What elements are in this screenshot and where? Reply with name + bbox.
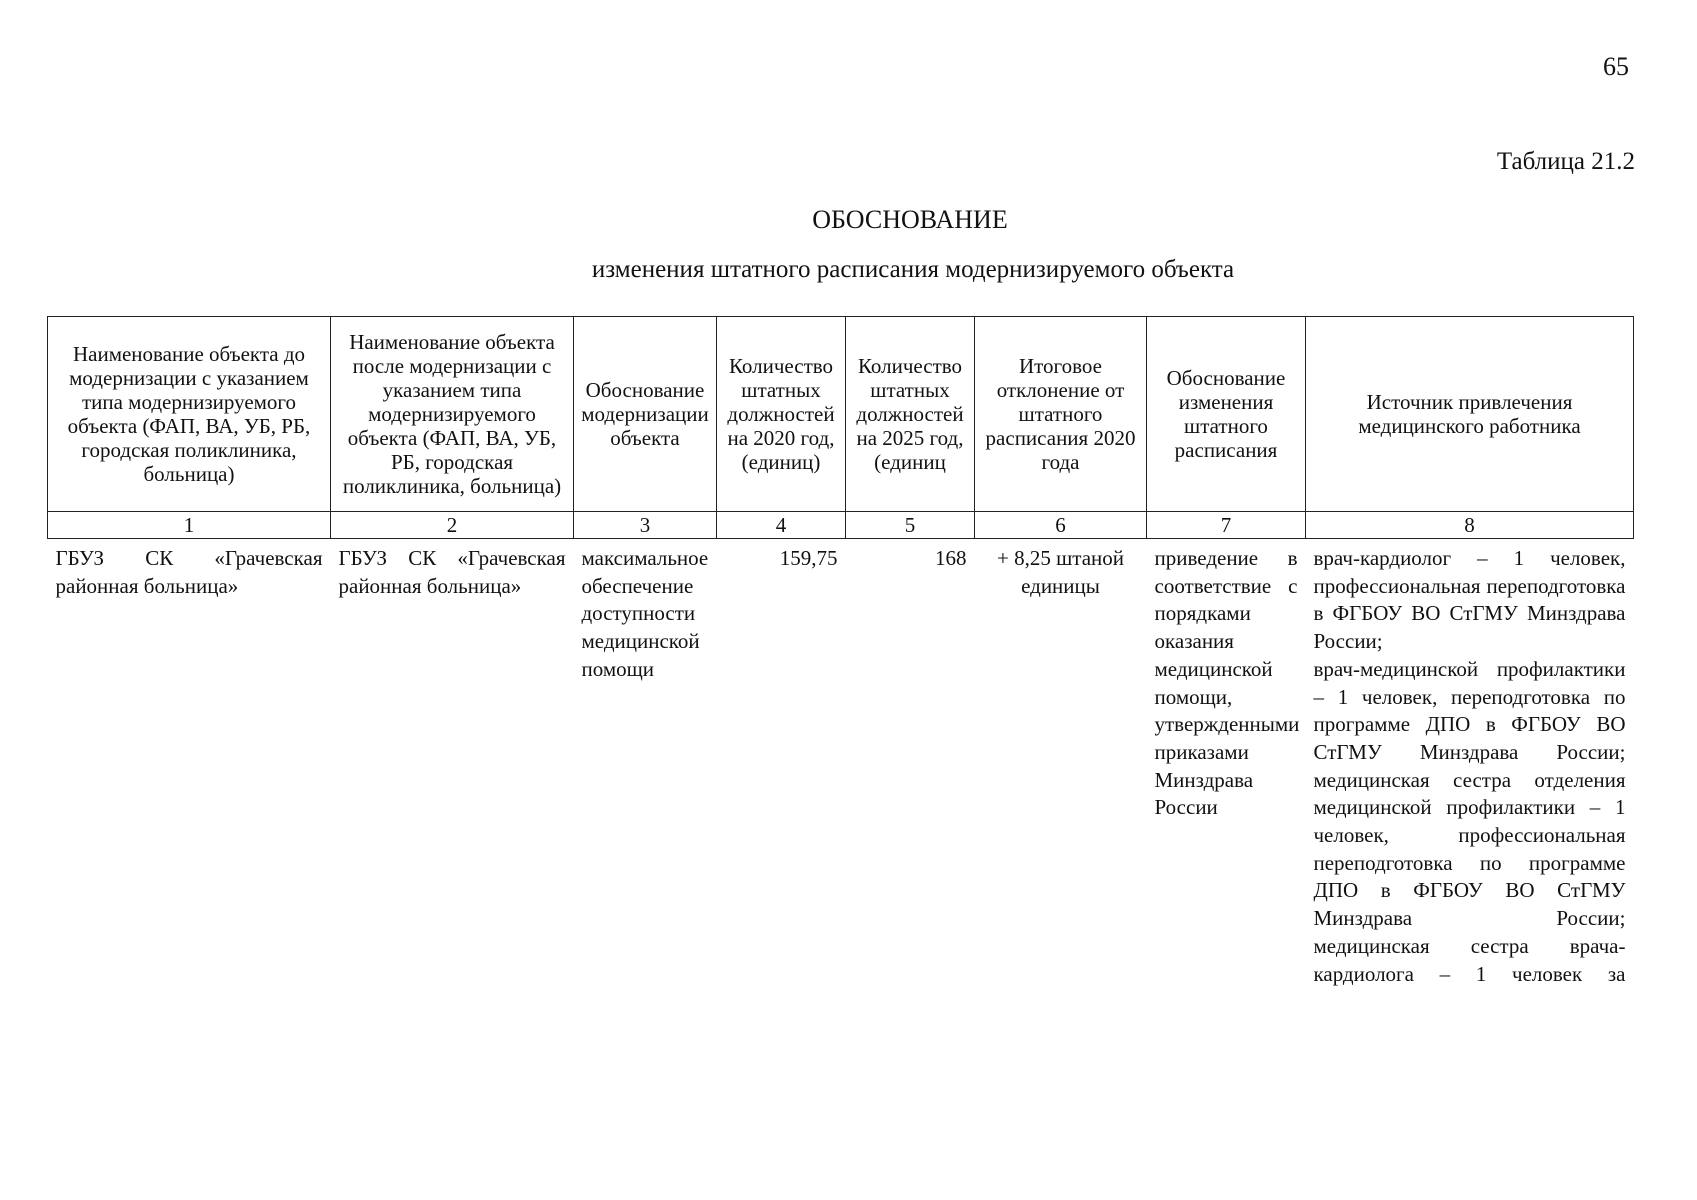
column-number-5: 5 xyxy=(846,512,975,539)
source-entry: врач-медицинской профилактики – 1 человек, переподготовка по программе ДПО в ФГБОУ ВО СтГМУ Минздрава России; xyxy=(1313,656,1626,764)
source-entry: врач-кардиолог – 1 человек, профессиональная переподготовка в ФГБОУ ВО СтГМУ Минздрава России; xyxy=(1313,546,1626,654)
cell-deviation: + 8,25 штаной единицы xyxy=(997,546,1124,598)
column-header-4: Количество штатных должностей на 2020 год, (единиц) xyxy=(717,317,846,512)
column-number-6: 6 xyxy=(975,512,1147,539)
column-header-7: Обоснование изменения штатного расписания xyxy=(1147,317,1306,512)
source-entry: медицинская сестра врача-кардиолога – 1 человек за xyxy=(1313,933,1626,986)
column-number-2: 2 xyxy=(331,512,574,539)
column-number-3: 3 xyxy=(574,512,717,539)
column-number-1: 1 xyxy=(48,512,331,539)
column-header-3: Обоснование модернизации объекта xyxy=(574,317,717,512)
column-header-6: Итоговое отклонение от штатного расписания 2020 года xyxy=(975,317,1147,512)
cell-staff-2025: 168 xyxy=(935,546,967,570)
column-header-5: Количество штатных должностей на 2025 год, (единиц xyxy=(846,317,975,512)
column-number-7: 7 xyxy=(1147,512,1306,539)
document-subtitle: изменения штатного расписания модернизируемого объекта xyxy=(591,256,1235,283)
cell-staff-change-reason: приведение в соответствие с порядками оказания медицинской помощи, утвержденными приказами Минздрава России xyxy=(1154,546,1300,820)
table-label: Таблица 21.2 xyxy=(1496,148,1635,175)
column-header-1: Наименование объекта до модернизации с указанием типа модернизируемого объекта (ФАП, ВА, УБ, РБ, городская поликлиника, больница) xyxy=(48,317,331,512)
source-entry: медицинская сестра отделения медицинской профилактики – 1 человек, профессиональная переподготовка по программе ДПО в ФГБОУ ВО СтГМУ Минздрава России; xyxy=(1313,767,1626,931)
cell-object-before: ГБУЗ СК «Грачевская районная больница» xyxy=(55,546,323,598)
column-header-8: Источник привлечения медицинского работника xyxy=(1306,317,1634,512)
cell-staff-source xyxy=(1306,539,1634,989)
table-row xyxy=(48,539,1634,989)
cell-staff-2020: 159,75 xyxy=(779,546,838,570)
cell-modernization-justification: максимальное обеспечение доступности медицинской помощи xyxy=(581,546,709,681)
column-number-4: 4 xyxy=(717,512,846,539)
column-header-2: Наименование объекта после модернизации с указанием типа модернизируемого объекта (ФАП, ВА, УБ, РБ, городская поликлиника, больница) xyxy=(331,317,574,512)
cell-object-after: ГБУЗ СК «Грачевская районная больница» xyxy=(338,546,566,598)
justification-table xyxy=(47,316,1634,988)
document-title: ОБОСНОВАНИЕ xyxy=(812,205,1008,234)
column-number-8: 8 xyxy=(1306,512,1634,539)
page-number: 65 xyxy=(1603,52,1629,81)
